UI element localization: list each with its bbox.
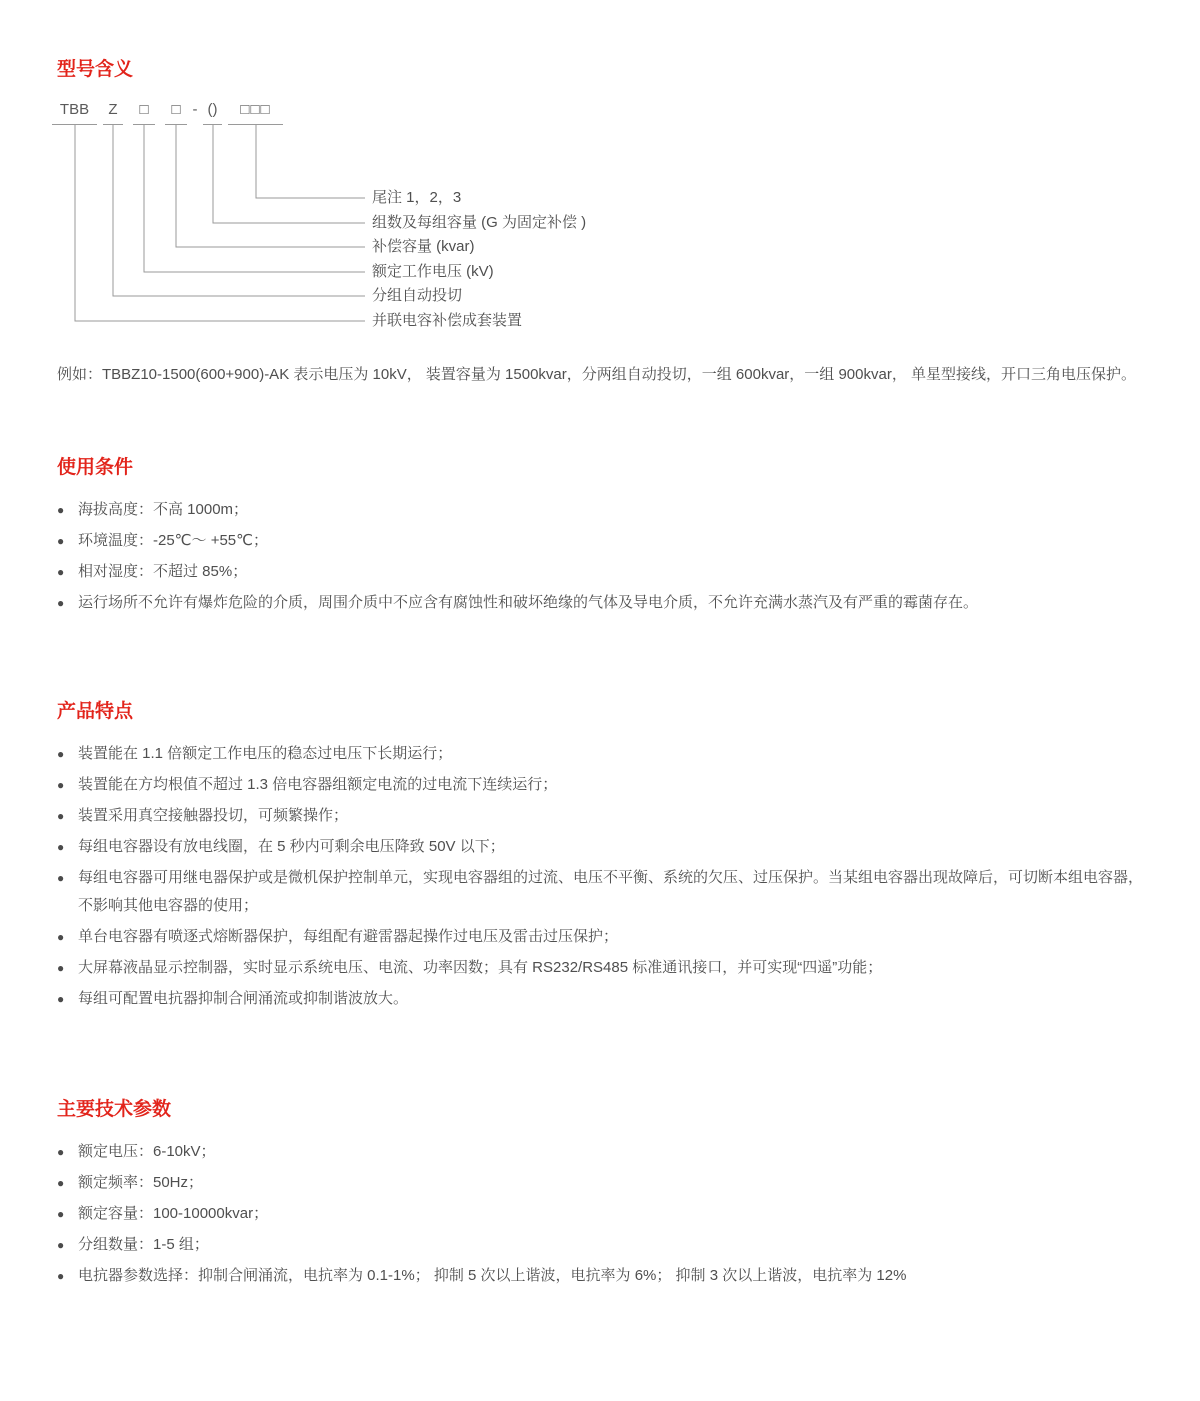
model-code-auto: Z [103,100,123,125]
datasheet-page [0,58,1200,1401]
list-item-text: 每组可配置电抗器抑制合闸涌流或抑制谐波放大。 [78,990,409,1007]
bullet-icon: ● [57,871,65,885]
model-label-group-count: 组数及每组容量 (G 为固定补偿 ) [372,214,587,231]
list-item-text: 分组数量：1-5 组； [78,1236,209,1253]
section-title-main-parameters: 主要技术参数 [57,1099,172,1120]
list-item [57,1169,1150,1197]
list-item-text: 额定频率：50Hz； [78,1174,204,1191]
model-label-suffix: 尾注 1，2，3 [372,189,462,206]
list-item [57,1200,1150,1228]
model-code-dash: - [192,101,198,118]
model-label-voltage: 额定工作电压 (kV) [372,263,494,280]
bullet-icon: ● [57,534,65,548]
bullet-icon: ● [57,565,65,579]
list-item-text: 大屏幕液晶显示控制器，实时显示系统电压、电流、功率因数；具有 RS232/RS485 标准通讯接口，并可实现“四遥”功能； [78,959,883,976]
list-item [57,802,1150,830]
list-item-text: 额定电压：6-10kV； [78,1143,216,1160]
bullet-icon: ● [57,930,65,944]
list-item-text: 环境温度：-25℃～ +55℃； [78,532,268,549]
model-code-groups: () [203,100,222,125]
list-item-text: 每组电容器设有放电线圈，在 5 秒内可剩余电压降致 50V 以下； [78,838,505,855]
usage-conditions-list [57,496,1150,617]
list-item [57,1231,1150,1259]
list-item-text: 装置采用真空接触器投切，可频繁操作； [78,807,349,824]
list-item [57,771,1150,799]
section-title-model-meaning: 型号含义 [57,59,134,80]
bullet-icon: ● [57,992,65,1006]
bullet-icon: ● [57,809,65,823]
list-item [57,558,1150,586]
list-item [57,954,1150,982]
bullet-icon: ● [57,1207,65,1221]
section-title-usage-conditions: 使用条件 [57,457,134,478]
model-code-capacity: □ [165,100,187,125]
list-item [57,589,1150,617]
bullet-icon: ● [57,840,65,854]
model-code-diagram [50,98,1150,336]
list-item-text: 电抗器参数选择：抑制合闸涌流，电抗率为 0.1-1%； 抑制 5 次以上谐波，电抗率为 6%； 抑制 3 次以上谐波，电抗率为 12% [78,1267,907,1284]
list-item-text: 每组电容器可用继电器保护或是微机保护控制单元，实现电容器组的过流、电压不平衡、系统的欠压、过压保护。当某组电容器出现故障后，可切断本组电容器，不影响其他电容器的使用； [78,869,1144,914]
list-item-text: 单台电容器有喷逐式熔断器保护，每组配有避雷器起操作过电压及雷击过压保护； [78,928,619,945]
product-features-list [57,740,1150,1013]
list-item-text: 相对湿度：不超过 85%； [78,563,248,580]
product-datasheet [57,58,1150,1290]
model-label-auto-switch: 分组自动投切 [372,287,463,304]
bullet-icon: ● [57,961,65,975]
model-example-text: 例如：TBBZ10-1500(600+900)-AK 表示电压为 10kV， 装置容量为 1500kvar，分两组自动投切，一组 600kvar，一组 900kvar， 单星型接线，开口三角电压保护。 [57,366,1136,383]
model-code-suffix: □□□ [228,100,283,125]
list-item [57,985,1150,1013]
bullet-icon: ● [57,1269,65,1283]
list-item-text: 装置能在方均根值不超过 1.3 倍电容器组额定电流的过电流下连续运行； [78,776,558,793]
bullet-icon: ● [57,778,65,792]
model-code-voltage: □ [133,100,155,125]
list-item [57,1262,1150,1290]
list-item [57,1138,1150,1166]
list-item-text: 运行场所不允许有爆炸危险的介质，周围介质中不应含有腐蚀性和破坏绝缘的气体及导电介质，不允许充满水蒸汽及有严重的霉菌存在。 [78,594,979,611]
list-item [57,527,1150,555]
model-label-capacity: 补偿容量 (kvar) [372,238,475,255]
list-item-text: 额定容量：100-10000kvar； [78,1205,269,1222]
list-item [57,496,1150,524]
list-item [57,740,1150,768]
bullet-icon: ● [57,1145,65,1159]
main-parameters-list [57,1138,1150,1290]
bullet-icon: ● [57,1238,65,1252]
bullet-icon: ● [57,1176,65,1190]
bullet-icon: ● [57,503,65,517]
list-item [57,923,1150,951]
bullet-icon: ● [57,596,65,610]
list-item [57,864,1150,920]
bullet-icon: ● [57,747,65,761]
section-title-product-features: 产品特点 [57,701,134,722]
list-item-text: 装置能在 1.1 倍额定工作电压的稳态过电压下长期运行； [78,745,453,762]
list-item-text: 海拔高度：不高 1000m； [78,501,249,518]
model-code-series: TBB [52,100,97,125]
model-label-device-type: 并联电容补偿成套装置 [372,312,523,329]
list-item [57,833,1150,861]
